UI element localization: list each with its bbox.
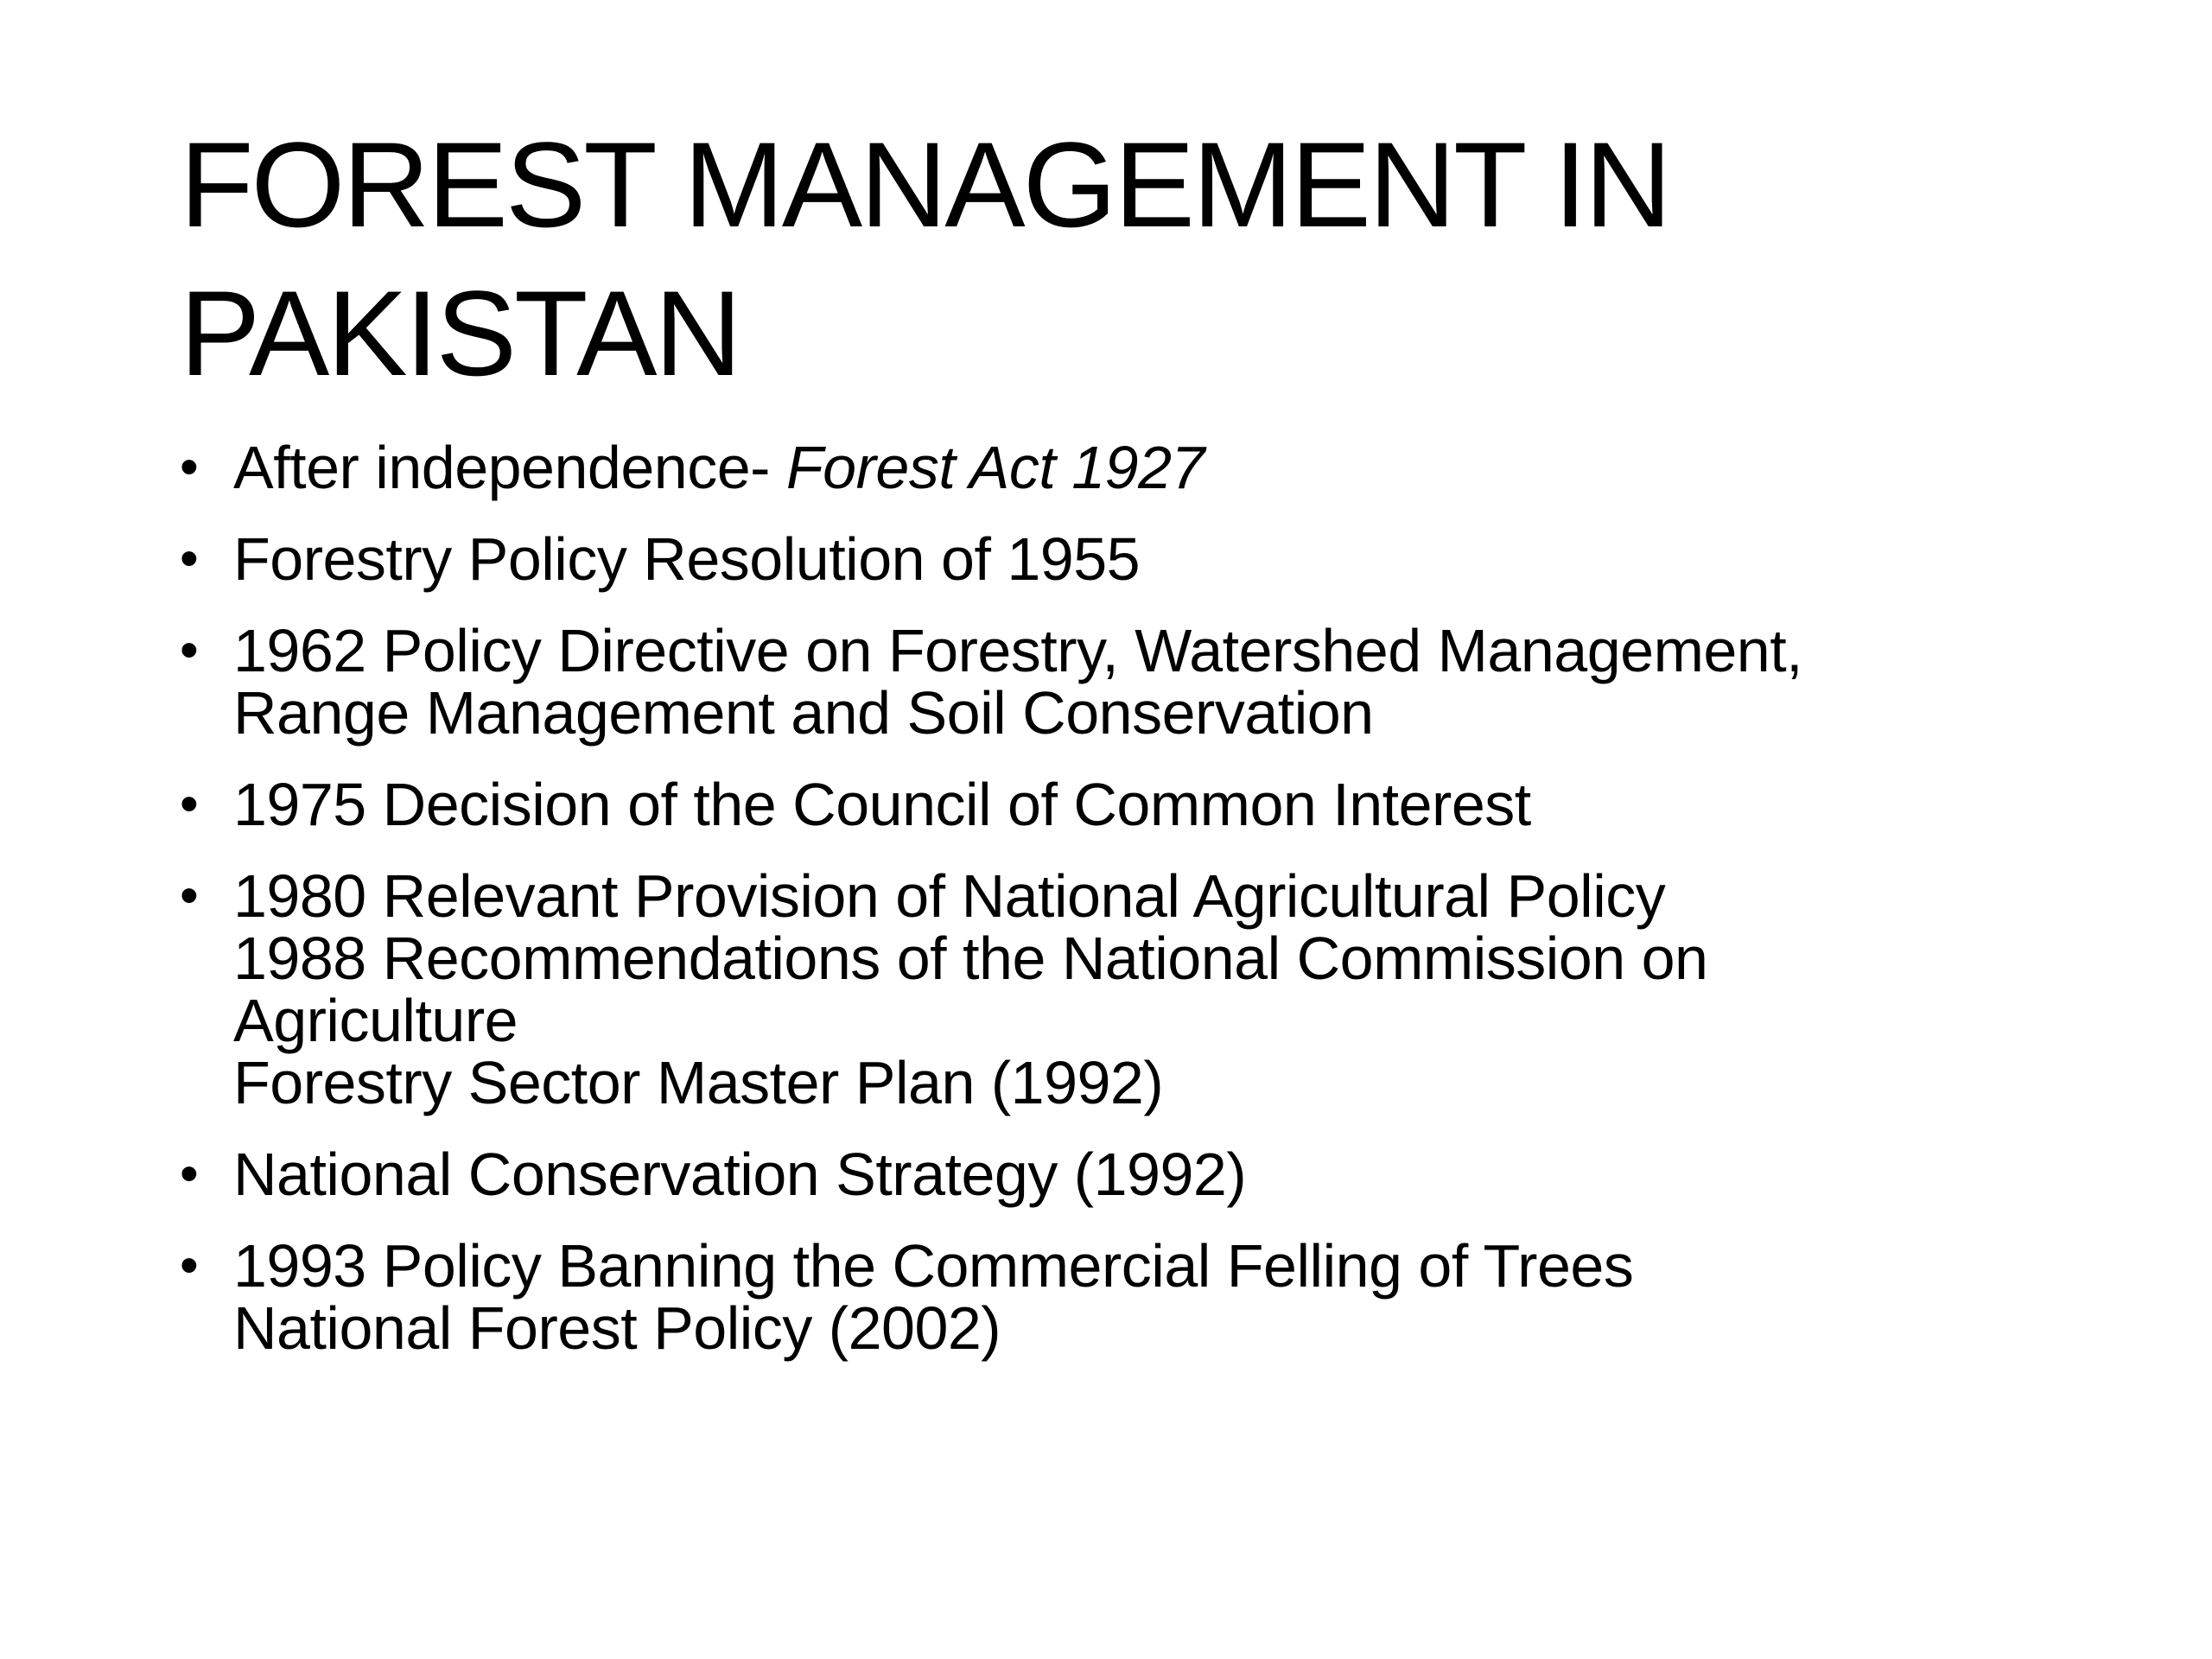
bullet-line (233, 436, 2133, 499)
bullet-line: Range Management and Soil Conservation (233, 679, 1374, 747)
bullet-line: 1988 Recommendations of the National Commission on (233, 925, 1708, 992)
bullet-item (180, 773, 2133, 836)
bullet-italic-text: Forest Act 1927 (785, 434, 1205, 501)
bullet-item (180, 436, 2133, 499)
slide-title (180, 111, 2081, 408)
bullet-line: National Conservation Strategy (1992) (233, 1141, 1247, 1208)
bullet-line: 1962 Policy Directive on Forestry, Watershed Management, (233, 617, 1803, 684)
bullet-line: 1975 Decision of the Council of Common Interest (233, 771, 1531, 838)
bullet-item (180, 617, 2133, 747)
bullet-line: National Forest Policy (2002) (233, 1294, 1001, 1362)
bullet-line: 1980 Relevant Provision of National Agricultural Policy (233, 862, 1666, 930)
bullet-line: Forestry Policy Resolution of 1955 (233, 525, 1141, 593)
bullet-line: Forestry Sector Master Plan (1992) (233, 1049, 1164, 1116)
bullet-line: Agriculture (233, 987, 518, 1054)
bullet-list (180, 436, 2133, 1389)
bullet-icon: • (180, 620, 199, 680)
bullet-text: After independence- (233, 434, 786, 501)
title-line-1: FOREST MANAGEMENT IN (180, 117, 1669, 252)
bullet-item (180, 862, 2133, 1116)
bullet-icon: • (180, 774, 199, 834)
bullet-icon: • (180, 866, 199, 925)
bullet-item (180, 1232, 2133, 1362)
title-line-2: PAKISTAN (180, 265, 740, 401)
bullet-icon: • (180, 529, 199, 588)
bullet-icon: • (180, 1144, 199, 1204)
bullet-icon: • (180, 1236, 199, 1295)
bullet-icon: • (180, 437, 199, 497)
bullet-item (180, 525, 2133, 593)
bullet-line: 1993 Policy Banning the Commercial Felling of Trees (233, 1232, 1634, 1300)
bullet-item (180, 1141, 2133, 1208)
